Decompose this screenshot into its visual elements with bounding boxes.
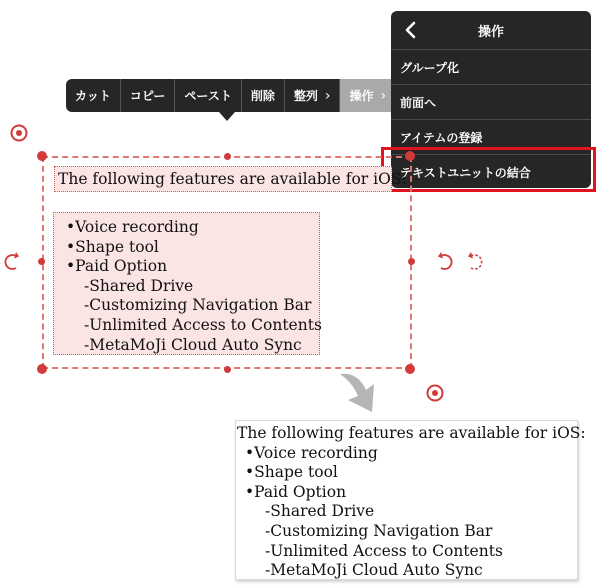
submenu-title: 操作: [477, 24, 504, 40]
target-icon[interactable]: [422, 380, 448, 406]
operation-button[interactable]: [340, 79, 396, 112]
delete-button[interactable]: [242, 79, 285, 112]
rotate-icon[interactable]: [433, 251, 455, 273]
list-item: •Shape tool: [66, 237, 159, 256]
menu-item-label: グループ化: [400, 60, 460, 75]
list-item: •Voice recording: [66, 218, 199, 236]
menu-item-bring-front[interactable]: [391, 84, 591, 119]
resize-handle-top[interactable]: [224, 153, 231, 160]
list-item: •Voice recording: [245, 443, 378, 462]
sub-list-item: -Shared Drive: [84, 276, 194, 295]
menu-item-group[interactable]: [391, 49, 591, 84]
list-item: •Paid Option: [66, 257, 168, 276]
text-unit-list[interactable]: [53, 212, 320, 355]
list-item: •Paid Option: [245, 482, 347, 501]
rotate-icon[interactable]: [463, 251, 485, 273]
menu-item-label: 前面へ: [400, 95, 437, 110]
resize-handle-bottom-left[interactable]: [37, 364, 47, 374]
copy-button[interactable]: [121, 79, 176, 112]
result-title-text: The following features are available for iOS:: [237, 424, 586, 442]
paste-button[interactable]: [175, 79, 241, 112]
down-arrow-icon: [336, 368, 382, 418]
sub-list-item: -Customizing Navigation Bar: [265, 521, 493, 540]
sub-list-item: -Unlimited Access to Contents: [265, 541, 503, 560]
cut-label: カット: [75, 89, 111, 103]
menu-item-label: テキストユニットの結合: [400, 165, 531, 180]
resize-handle-bottom[interactable]: [224, 366, 231, 373]
resize-handle-bottom-right[interactable]: [405, 364, 415, 374]
sub-list-item: -MetaMoJi Cloud Auto Sync: [265, 561, 483, 580]
sub-list-item: -Unlimited Access to Contents: [84, 315, 322, 334]
align-button[interactable]: [285, 79, 341, 112]
merged-text-unit[interactable]: [235, 420, 586, 580]
submenu-header: [391, 11, 591, 49]
list-item: •Shape tool: [245, 463, 338, 482]
back-chevron-icon[interactable]: [401, 19, 421, 41]
delete-label: 削除: [250, 89, 275, 103]
sub-list-item: -MetaMoJi Cloud Auto Sync: [84, 335, 302, 354]
align-label: 整列: [293, 89, 318, 103]
chevron-right-icon: ›: [380, 87, 387, 104]
sub-list-item: -Shared Drive: [265, 502, 375, 521]
resize-handle-top-left[interactable]: [37, 151, 47, 161]
resize-handle-top-right[interactable]: [405, 151, 415, 161]
text-unit-title[interactable]: [54, 166, 407, 192]
copy-label: コピー: [129, 89, 166, 103]
paste-label: ペースト: [184, 89, 232, 103]
resize-handle-right[interactable]: [408, 258, 415, 265]
menu-item-label: アイテムの登録: [400, 130, 483, 145]
toolbar-pointer: [219, 112, 235, 121]
target-icon[interactable]: [6, 120, 32, 146]
operation-label: 操作: [349, 89, 374, 103]
context-toolbar: [66, 79, 396, 112]
cut-button[interactable]: [66, 79, 121, 112]
rotate-icon[interactable]: [2, 251, 24, 273]
title-text: The following features are available for iOS:: [58, 170, 407, 188]
sub-list-item: -Customizing Navigation Bar: [84, 296, 312, 315]
resize-handle-left[interactable]: [38, 258, 45, 265]
chevron-right-icon: ›: [324, 87, 331, 104]
